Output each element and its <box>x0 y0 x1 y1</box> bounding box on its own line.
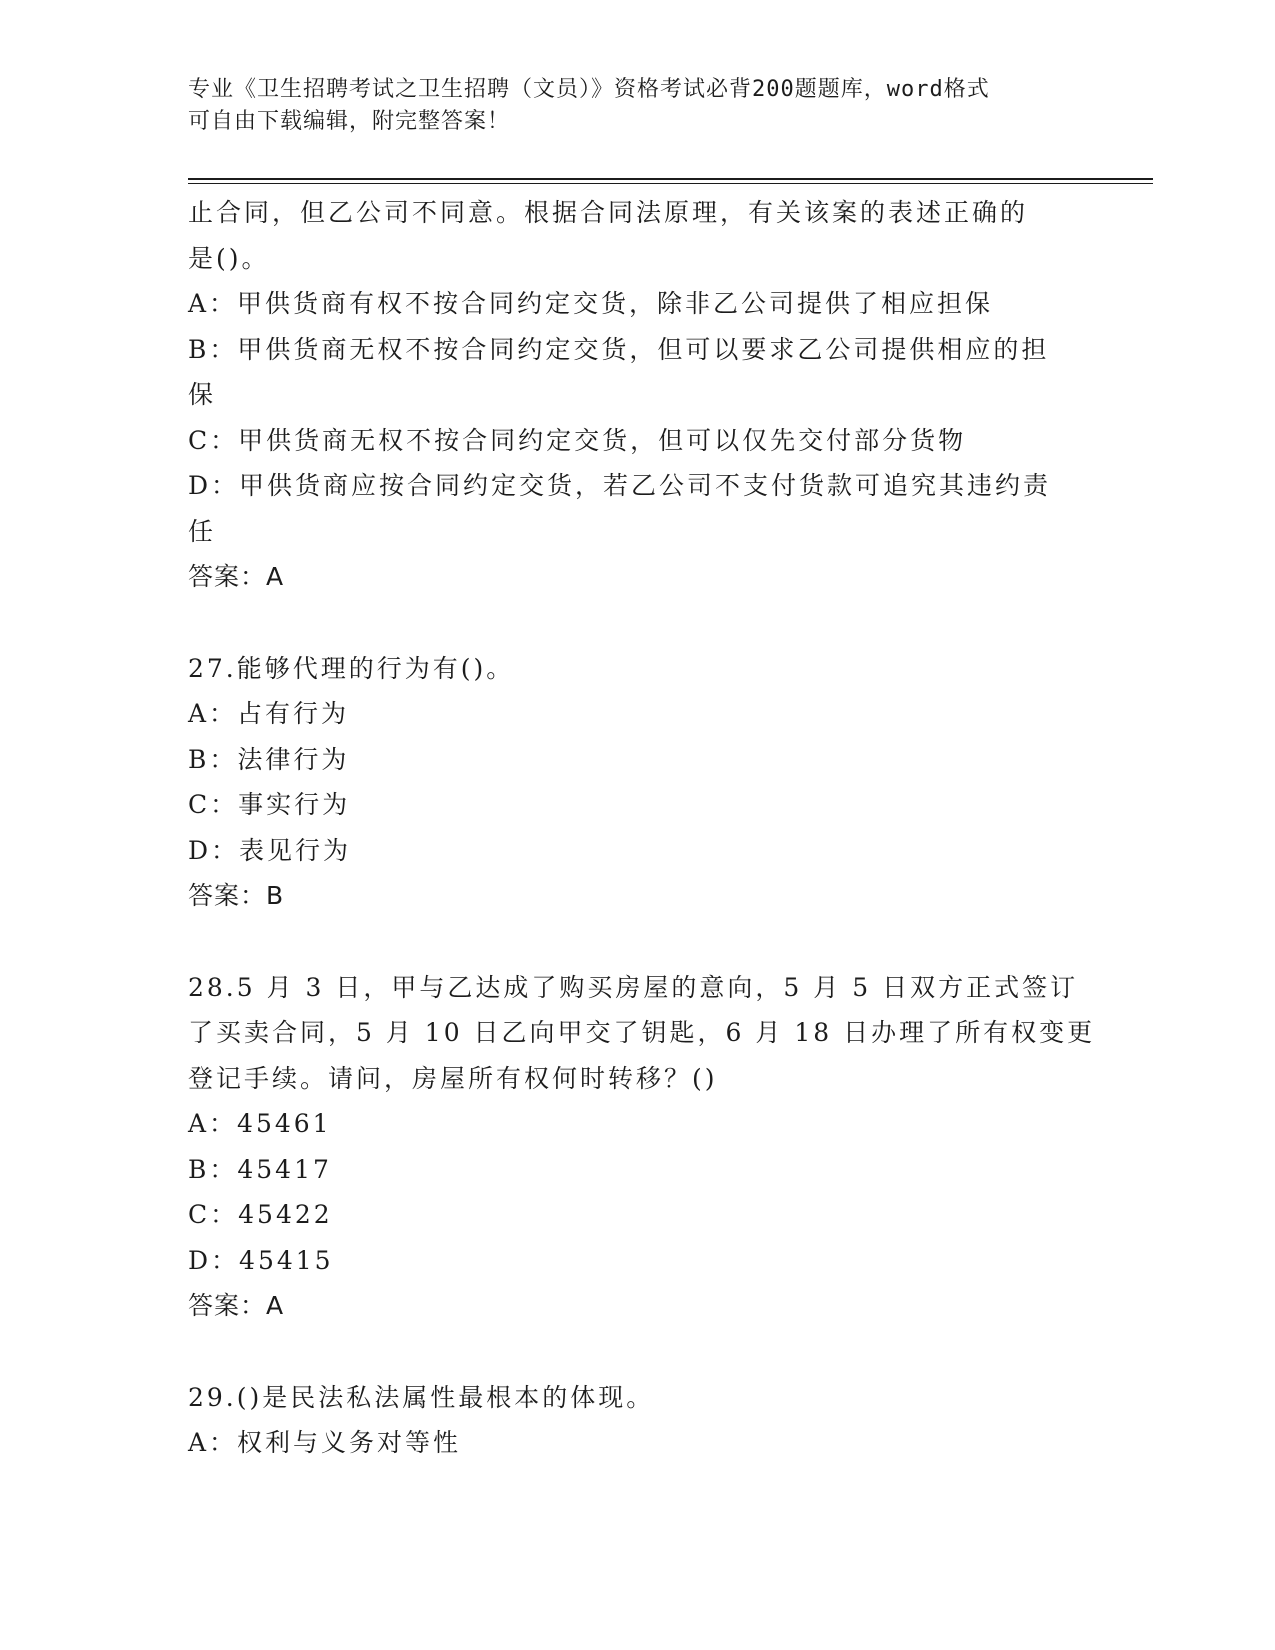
option-a: A：权利与义务对等性 <box>188 1428 462 1457</box>
question-stem: 止合同，但乙公司不同意。根据合同法原理，有关该案的表述正确的 <box>188 198 1029 227</box>
header-title-line-2: 可自由下载编辑，附完整答案！ <box>188 109 511 134</box>
question-stem: 29.()是民法私法属性最根本的体现。 <box>188 1382 655 1412</box>
option-a: A：甲供货商有权不按合同约定交货，除非乙公司提供了相应担保 <box>188 289 994 318</box>
question-stem: 27.能够代理的行为有()。 <box>188 653 515 683</box>
header-divider-thick <box>188 178 1153 180</box>
option-d: D：甲供货商应按合同约定交货，若乙公司不支付货款可追究其违约责 <box>188 471 1052 500</box>
question-27 <box>188 646 1088 919</box>
option-b: B：甲供货商无权不按合同约定交货，但可以要求乙公司提供相应的担 <box>188 334 1050 364</box>
question-29 <box>188 1375 1088 1466</box>
question-stem: 了买卖合同，5 月 10 日乙向甲交了钥匙，6 月 18 日办理了所有权变更 <box>188 1018 1096 1047</box>
spacer <box>188 919 1088 965</box>
option-c: C：45422 <box>188 1200 333 1229</box>
spacer <box>188 1329 1088 1375</box>
option-a: A：占有行为 <box>188 699 350 728</box>
option-d: D：表见行为 <box>188 835 352 865</box>
option-b: B：45417 <box>188 1154 332 1184</box>
header-title-line-1: 专业《卫生招聘考试之卫生招聘（文员）》资格考试必背200题题库，word格式 <box>188 77 990 102</box>
option-d: D：45415 <box>188 1245 334 1275</box>
option-b: 保 <box>188 380 217 409</box>
document-header <box>188 74 1088 138</box>
option-b: B：法律行为 <box>188 744 350 774</box>
header-divider-thin <box>188 183 1153 184</box>
answer: 答案：B <box>188 881 285 910</box>
option-a: A：45461 <box>188 1109 332 1138</box>
question-28 <box>188 965 1096 1329</box>
question-stem: 登记手续。请问，房屋所有权何时转移？() <box>188 1063 718 1093</box>
question-stem: 28.5 月 3 日，甲与乙达成了购买房屋的意向，5 月 5 日双方正式签订 <box>188 972 1079 1002</box>
question-stem: 是()。 <box>188 243 270 273</box>
answer: 答案：A <box>188 562 285 591</box>
option-c: C：甲供货商无权不按合同约定交货，但可以仅先交付部分货物 <box>188 425 967 455</box>
answer: 答案：A <box>188 1291 285 1320</box>
question-26 <box>188 190 1088 600</box>
option-d: 任 <box>188 516 217 546</box>
option-c: C：事实行为 <box>188 790 351 819</box>
spacer <box>188 600 1088 646</box>
question-list <box>188 190 1096 1466</box>
